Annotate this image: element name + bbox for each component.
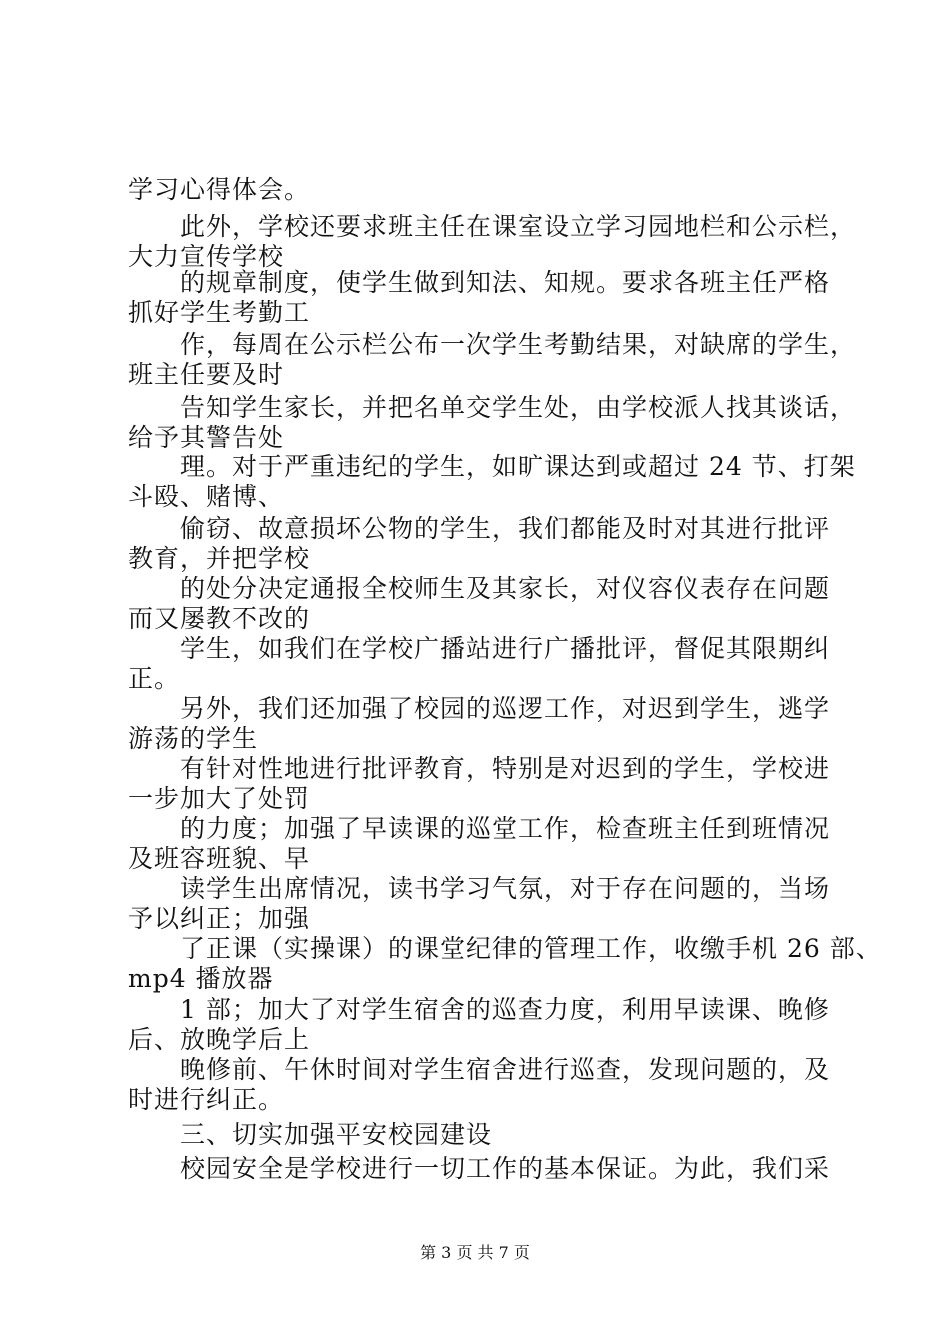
text-line: 后、放晚学后上 <box>128 1025 311 1054</box>
page-footer: 第 3 页 共 7 页 <box>420 1243 530 1262</box>
text-line: 斗殴、赌博、 <box>128 482 285 511</box>
text-line: 此外，学校还要求班主任在课室设立学习园地栏和公示栏， <box>180 212 857 241</box>
text-line: 予以纠正；加强 <box>128 904 311 933</box>
text-line: 1 部；加大了对学生宿舍的巡查力度，利用早读课、晚修 <box>180 995 830 1024</box>
text-line: 读学生出席情况，读书学习气氛，对于存在问题的，当场 <box>180 874 831 903</box>
text-line: 校园安全是学校进行一切工作的基本保证。为此，我们采 <box>180 1154 831 1183</box>
text-line: 的力度；加强了早读课的巡堂工作，检查班主任到班情况 <box>180 814 831 843</box>
text-line: 有针对性地进行批评教育，特别是对迟到的学生，学校进 <box>180 754 831 783</box>
text-line: 三、切实加强平安校园建设 <box>180 1120 493 1149</box>
text-line: 告知学生家长，并把名单交学生处，由学校派人找其谈话， <box>180 393 857 422</box>
text-line: 另外，我们还加强了校园的巡逻工作，对迟到学生，逃学 <box>180 694 831 723</box>
text-line: 了正课（实操课）的课堂纪律的管理工作，收缴手机 26 部、 <box>180 934 882 963</box>
text-line: 学生，如我们在学校广播站进行广播批评，督促其限期纠 <box>180 634 831 663</box>
text-line: 理。对于严重违纪的学生，如旷课达到或超过 24 节、打架 <box>180 452 856 481</box>
text-line: 正。 <box>128 664 181 693</box>
text-line: mp4 播放器 <box>128 964 274 993</box>
text-line: 一步加大了处罚 <box>128 784 311 813</box>
text-line: 大力宣传学校 <box>128 242 285 271</box>
text-line: 作，每周在公示栏公布一次学生考勤结果，对缺席的学生， <box>180 330 857 359</box>
text-line: 的处分决定通报全校师生及其家长，对仪容仪表存在问题 <box>180 574 831 603</box>
text-line: 晚修前、午休时间对学生宿舍进行巡查，发现问题的，及 <box>180 1055 831 1084</box>
text-line: 给予其警告处 <box>128 423 285 452</box>
text-line: 游荡的学生 <box>128 724 259 753</box>
text-line: 班主任要及时 <box>128 360 285 389</box>
text-line: 时进行纠正。 <box>128 1085 285 1114</box>
text-line: 偷窃、故意损坏公物的学生，我们都能及时对其进行批评 <box>180 514 831 543</box>
text-line: 教育，并把学校 <box>128 544 311 573</box>
text-line: 的规章制度，使学生做到知法、知规。要求各班主任严格 <box>180 268 831 297</box>
text-line: 及班容班貌、早 <box>128 844 311 873</box>
text-line: 抓好学生考勤工 <box>128 298 311 327</box>
text-line: 而又屡教不改的 <box>128 604 311 633</box>
text-line: 学习心得体会。 <box>128 175 311 204</box>
